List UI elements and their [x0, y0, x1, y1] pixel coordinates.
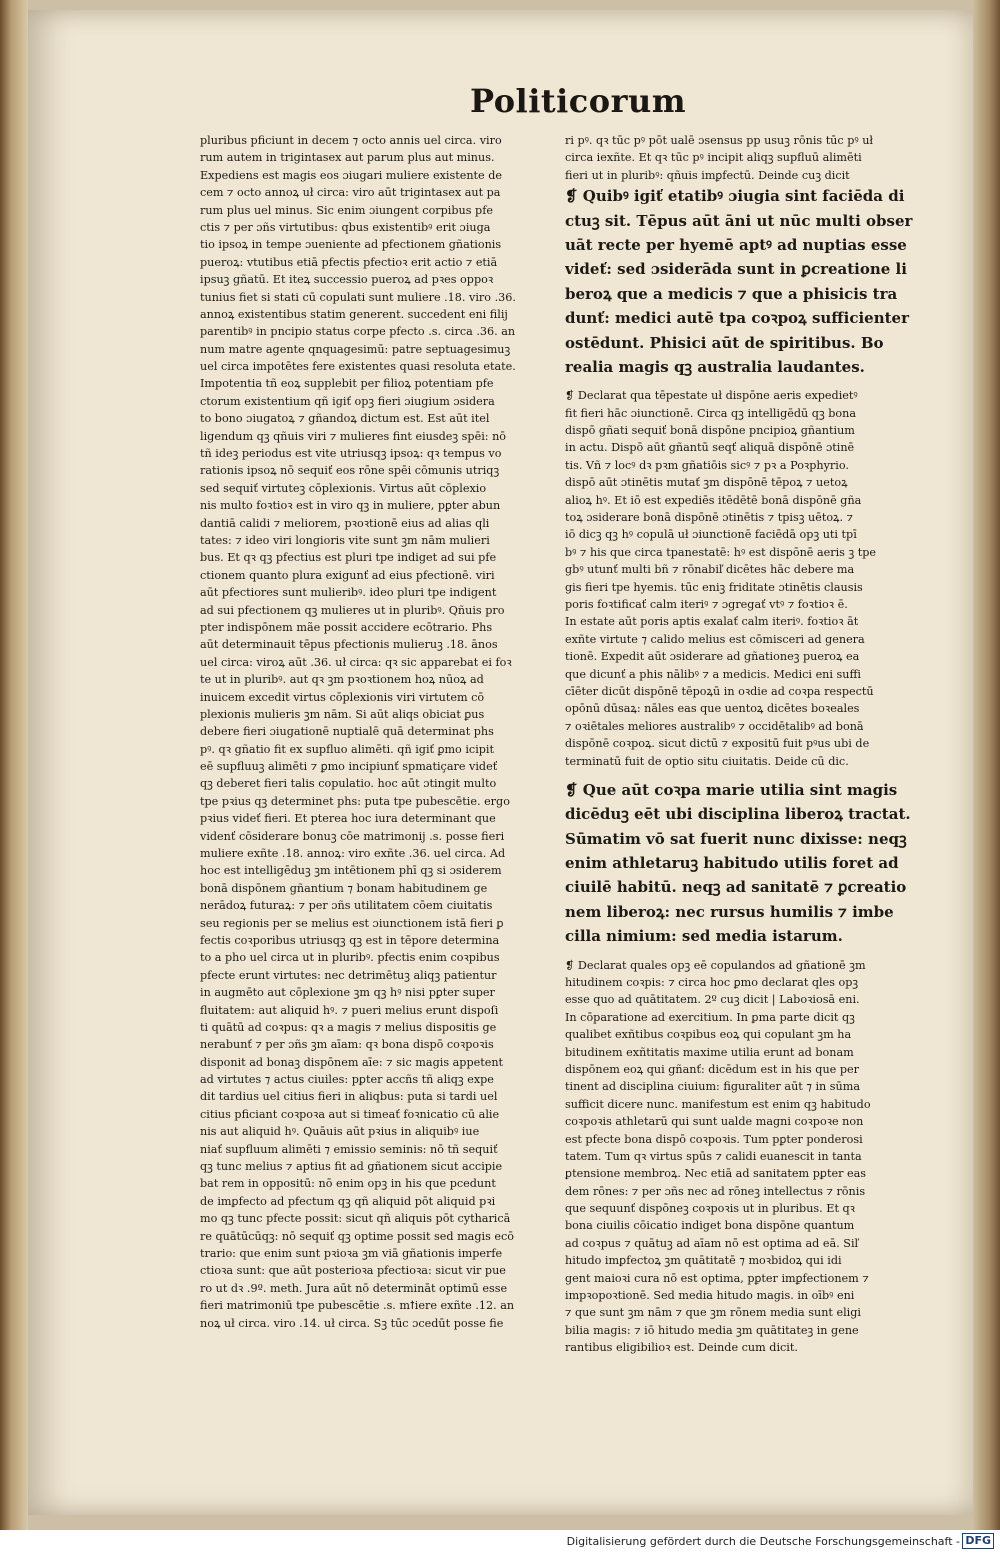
- text-line: cīēter dicūt dispōnē tēpoꝝū in oꝛdie ad coꝛpa respectū: [565, 684, 874, 698]
- text-line: fieri ut in pluribꝰ: qñuis imꝑfectū. Deinde cuꝫ dicit: [565, 168, 850, 182]
- text-line: ipsuꝫ gñatū. Et iteꝝ successio pueroꝝ ad pꝛes oppoꝛ: [200, 273, 494, 287]
- text-line: nerādoꝝ futuraꝝ: ⁊ per ɔñs utilitatem cōem ciuitatis: [200, 899, 493, 913]
- text-line: qꝫ tunc melius ⁊ aptius fit ad gñationem sicut accipie: [200, 1160, 503, 1174]
- text-line: terminatū fuit de optio situ ciuitatis. Deide cū dic.: [565, 754, 849, 768]
- text-line: tionē. Expedit aūt ɔsiderare ad gñationeꝫ pueroꝝ ea: [565, 650, 860, 664]
- text-line: mo qꝫ tunc pfecte possit: sicut qñ aliquis pōt cytharicā: [200, 1212, 511, 1226]
- text-line: ctuꝫ sit. Tēpus aūt āni ut nūc multi obser: [565, 211, 913, 230]
- text-line: ❡ Declarat qua tēpestate uł dispōne aeris expedietꝰ: [565, 389, 858, 403]
- text-line: cilla nimium: sed media istarum.: [565, 927, 843, 946]
- text-line: uel circa: viroꝝ aūt .36. uł circa: qꝛ sic apparebat ei foꝛ: [200, 655, 512, 669]
- text-line: to bono ɔiugatoꝝ ⁊ gñandoꝝ dictum est. Est aūt itel: [200, 412, 490, 426]
- text-line: aūt pfectiores sunt mulieribꝰ. ideo pluri tpe indigent: [200, 586, 497, 600]
- text-line: ❡ Que aūt coꝛpa marie utilia sint magis: [565, 780, 898, 799]
- text-line: nis multo foꝛtioꝛ est in viro qꝫ in muliere, pꝑter abun: [200, 499, 501, 513]
- text-line: tpe pꝛius qꝫ determinet phs: puta tpe pubescētie. ergo: [200, 794, 510, 808]
- text-line: hitudinem coꝛpis: ⁊ circa hoc ꝑmo declarat qles opꝫ: [565, 976, 859, 990]
- text-line: te ut in pluribꝰ. aut qꝛ ꝫm pꝛoꝛtionem hoꝝ nūoꝝ ad: [200, 673, 484, 687]
- text-line: ctorum existentium qñ igiť opꝫ fieri ɔiugium ɔsidera: [200, 394, 495, 408]
- text-line: gent maioꝛi cura nō est optima, pꝑter imꝑfectionem ⁊: [565, 1271, 869, 1285]
- text-line: gis fieri tpe hyemis. tūc eniꝫ friditate ɔtinētis clausis: [565, 580, 863, 594]
- dfg-logo: DFG: [962, 1533, 994, 1549]
- text-line: pter indispōnem mãe possit accidere ecōtrario. Phs: [200, 620, 493, 634]
- text-line: videť: sed ɔsiderāda sunt in ꝑcreatione li: [565, 260, 907, 279]
- text-line: dispō gñati sequiť bonā dispōne pncipioꝝ gñantium: [565, 424, 855, 438]
- text-line: qualibet exñtibus coꝛpibus eoꝝ qui copulant ꝫm ha: [565, 1028, 852, 1042]
- text-line: tates: ⁊ ideo viri longioris vite sunt ꝫm nām mulieri: [200, 533, 490, 547]
- text-line: esse quo ad quātitatem. 2º cuꝫ dicit | Laboꝛiosā eni.: [565, 993, 860, 1007]
- text-line: impꝛopoꝛtionē. Sed media hitudo magis. in oībꝰ eni: [565, 1289, 855, 1303]
- text-line: pfecte erunt virtutes: nec detrimētuꝫ aliqꝫ patientur: [200, 968, 497, 982]
- text-line: pꝛius videť fieri. Et pterea hoc iura determinant que: [200, 812, 496, 826]
- commentary-continued: [565, 132, 920, 184]
- text-line: enim athletaruꝫ habitudo utilis foret ad: [565, 854, 899, 873]
- text-line: nis aut aliquid hꝰ. Quāuis aūt pꝛius in aliquibꝰ iue: [200, 1125, 480, 1139]
- text-line: tis. Vñ ⁊ locꝰ dꝛ pꝛm gñatiōis sicꝰ ⁊ pꝛ a Poꝛphyrio.: [565, 458, 849, 472]
- text-line: ⁊ oꝛiētales meliores australibꝰ ⁊ occidētalibꝰ ad bonā: [565, 719, 864, 733]
- text-line: uel circa impotētes fere existentes quasi resoluta etate.: [200, 360, 516, 374]
- text-line: fectis coꝛporibus utriusqꝫ qꝫ est in tēpore determina: [200, 933, 500, 947]
- text-line: pꝰ. qꝛ gñatio fit ex supfluo alimēti. qñ igiť ꝑmo icipit: [200, 742, 495, 756]
- text-line: Sūmatim vō sat fuerit nunc dixisse: neqꝫ: [565, 829, 907, 848]
- commentary-passage-2: [565, 957, 920, 1357]
- text-line: ligendum qꝫ qñuis viri ⁊ mulieres fint eiusdeꝫ spēi: nō: [200, 429, 507, 443]
- text-line: niať supfluum alimēti ⁊ emissio seminis: nō tñ sequiť: [200, 1142, 498, 1156]
- commentary-left: [200, 132, 545, 1332]
- text-line: hitudo imꝑfectoꝝ ꝫm quātitatē ⁊ moꝛbidoꝝ qui idi: [565, 1254, 842, 1268]
- text-line: toꝝ ɔsiderare bonā dispōnē ɔtinētis ⁊ tpisꝫ uētoꝝ. ⁊: [565, 511, 854, 525]
- text-line: qꝫ deberet fieri talis copulatio. hoc aūt ɔtingit multo: [200, 777, 497, 791]
- text-line: uāt recte per hyemē aptꝰ ad nuptias esse: [565, 235, 907, 254]
- text-line: dispōnem eoꝝ qui gñanť: dicēdum est in his que per: [565, 1062, 859, 1076]
- text-line: ❡ Declarat quales opꝫ eē copulandos ad gñationē ꝫm: [565, 958, 866, 972]
- text-line: muliere exñte .18. annoꝝ: viro exñte .36. uel circa. Ad: [200, 847, 506, 861]
- text-line: ⁊ que sunt ꝫm nām ⁊ que ꝫm rōnem media sunt eligi: [565, 1306, 861, 1320]
- text-line: rum autem in trigintasex aut parum plus aut minus.: [200, 151, 495, 165]
- text-line: gbꝰ utunť multi bñ ⁊ rōnabiľ dicētes hāc debere ma: [565, 563, 855, 577]
- text-line: plexionis mulieris ꝫm nām. Si aūt aliqs obiciat ꝑus: [200, 707, 485, 721]
- text-line: eē supfluuꝫ alimēti ⁊ ꝑmo incipiunť spmatiçare videť: [200, 760, 498, 774]
- text-line: aūt determinauit tēpus pfectionis mulieruꝫ .18. ānos: [200, 638, 498, 652]
- text-line: tatem. Tum qꝛ virtus spūs ⁊ calidi euanescit in tanta: [565, 1149, 862, 1163]
- right-column: [565, 132, 920, 1357]
- text-line: ꝑtensione membroꝝ. Nec etiā ad sanitatem pꝑter eas: [565, 1167, 867, 1181]
- text-line: ctionem quanto plura exigunť ad eius pfectionē. viri: [200, 568, 495, 582]
- text-line: bilia magis: ⁊ iō hitudo media ꝫm quātitateꝫ in gene: [565, 1323, 859, 1337]
- text-line: disponit ad bonaꝫ dispōnem aīe: ⁊ sic magis appetent: [200, 1055, 504, 1069]
- text-line: que dicunť a phis nālibꝰ ⁊ a medicis. Medici eni suffi: [565, 667, 861, 681]
- text-line: alioꝝ hꝰ. Et iō est expediēs itēdētē bonā dispōnē gña: [565, 493, 862, 507]
- text-line: ostēdunt. Phisici aūt de spiritibus. Bo: [565, 333, 884, 352]
- text-line: citius pficiant coꝛpoꝛa aut si timeať foꝛnicatio cū alie: [200, 1107, 500, 1121]
- text-line: pueroꝝ: vtutibus etiā pfectis pfectioꝛ erit actio ⁊ etiā: [200, 255, 498, 269]
- text-line: rationis ipsoꝝ nō sequiť eos rōne spēi cōmunis utriqꝫ: [200, 464, 500, 478]
- text-line: num matre agente qnquagesimū: patre septuagesimuꝫ: [200, 342, 511, 356]
- text-line: est pfecte bona dispō coꝛpoꝛis. Tum pꝑter ponderosi: [565, 1132, 863, 1146]
- text-line: rantibus eligibilioꝛ est. Deinde cum dicit.: [565, 1341, 798, 1355]
- text-line: ctioꝛa sunt: que aūt posterioꝛa pfectioꝛa: sicut vir pue: [200, 1264, 506, 1278]
- text-line: rum plus uel minus. Sic enim ɔiungent corpibus pfe: [200, 203, 493, 217]
- text-line: dispōnē coꝛpoꝝ. sicut dictū ⁊ expositū fuit pꝰus ubi de: [565, 737, 870, 751]
- text-line: opōnū dūsaꝝ: nāles eas que uentoꝝ dicētes boꝛeales: [565, 702, 860, 716]
- text-line: videnť cōsiderare bonuꝫ cōe matrimonij .s. posse fieri: [200, 829, 505, 843]
- text-line: sufficit dicere nunc. manifestum est enim qꝫ habitudo: [565, 1097, 871, 1111]
- text-line: dem rōnes: ⁊ per ɔñs nec ad rōneꝫ intellectus ⁊ rōnis: [565, 1184, 866, 1198]
- text-line: ciuilē habitū. neqꝫ ad sanitatē ⁊ ꝑcreatio: [565, 878, 907, 897]
- text-line: in augmēto aut cōplexione ꝫm qꝫ hꝰ nisi pꝑter super: [200, 986, 495, 1000]
- text-line: seu regionis per se melius est ɔiunctionem istā fieri ꝑ: [200, 916, 504, 930]
- text-line: nem liberoꝝ: nec rursus humilis ⁊ imbe: [565, 902, 894, 921]
- text-line: poris foꝛtificať calm iteriꝰ ⁊ ɔgregať vtꝰ ⁊ foꝛtioꝛ ē.: [565, 597, 848, 611]
- text-line: parentibꝰ in pncipio status corpe pfecto .s. circa .36. an: [200, 325, 516, 339]
- running-header: Politicorum: [470, 82, 687, 120]
- book-spine-edge: [0, 0, 28, 1555]
- text-line: exñte virtute ⁊ calido melius est cōmisceri ad genera: [565, 632, 865, 646]
- text-line: beroꝝ que a medicis ⁊ que a phisicis tra: [565, 284, 898, 303]
- text-line: tio ipsoꝝ in tempe ɔueniente ad pfectionem gñationis: [200, 238, 502, 252]
- text-line: dantiā calidi ⁊ meliorem, pꝛoꝛtionē eius ad alias qli: [200, 516, 490, 530]
- text-line: hoc est intelligēduꝫ ꝫm intētionem phī qꝫ si ɔsiderem: [200, 864, 502, 878]
- text-line: bat rem in oppositū: nō enim opꝫ in his que pcedunt: [200, 1177, 496, 1191]
- text-line: in actu. Dispō aūt gñantū seqť aliquā dispōnē ɔtinē: [565, 441, 855, 455]
- text-line: iō dicꝫ qꝫ hꝰ copulā uł ɔiunctionē faciēdā opꝫ uti tpī: [565, 528, 857, 542]
- text-line: ctis ⁊ per ɔñs virtutibus: qbus existentibꝰ erit ɔiuga: [200, 220, 491, 234]
- main-text-passage-2: [565, 778, 920, 949]
- text-line: nerabunť ⁊ per ɔñs ꝫm aīam: qꝛ bona dispō coꝛpoꝛis: [200, 1038, 494, 1052]
- text-line: annoꝝ existentibus statim generent. succedent eni filij: [200, 307, 508, 321]
- text-line: realia magis qꝫ australia laudantes.: [565, 357, 865, 376]
- text-line: tunius fiet si stati cū copulati sunt muliere .18. viro .36.: [200, 290, 516, 304]
- text-line: de imꝑfecto ad pfectum qꝫ qñ aliquid pōt aliquid pꝛi: [200, 1194, 496, 1208]
- text-line: que sequunť dispōneꝫ coꝛpoꝛis ut in pluribus. Et qꝛ: [565, 1202, 855, 1216]
- left-column: [200, 132, 545, 1332]
- text-line: to a pho uel circa ut in pluribꝰ. pfectis enim coꝛpibus: [200, 951, 500, 965]
- text-line: dunť: medici autē tpa coꝛpoꝝ sufficienter: [565, 309, 909, 328]
- text-line: bꝰ ⁊ his que circa tpanestatē: hꝰ est dispōnē aeris ꝫ tpe: [565, 545, 877, 559]
- book-fore-edge: [973, 0, 1000, 1555]
- text-line: trario: que enim sunt pꝛioꝛa ꝫm viā gñationis imperfe: [200, 1247, 503, 1260]
- text-line: ❡ Quibꝰ igiť etatibꝰ ɔiugia sint faciēda di: [565, 187, 905, 206]
- text-line: ad coꝛpus ⁊ quātuꝫ ad aīam nō est optima ad eā. Siľ: [565, 1236, 859, 1250]
- text-line: sed sequiť virtuteꝫ cōplexionis. Virtus aūt cōplexio: [200, 481, 487, 495]
- text-line: ad sui pfectionem qꝫ mulieres ut in pluribꝰ. Qñuis pro: [200, 603, 505, 617]
- text-line: fieri matrimoniū tpe pubescētie .s. mꝉiere exñte .12. an: [200, 1299, 515, 1313]
- text-line: tinent ad disciplina ciuium: figuraliter aūt ⁊ in sūma: [565, 1080, 861, 1094]
- text-line: bitudinem exñtitatis maxime utilia erunt ad bonam: [565, 1045, 854, 1059]
- text-line: ti quātū ad coꝛpus: qꝛ a magis ⁊ melius dispositis ge: [200, 1020, 497, 1034]
- text-line: dispō aūt ɔtinētis mutať ꝫm dispōnē tēpoꝝ ⁊ uetoꝝ: [565, 476, 848, 490]
- text-line: pluribus pficiunt in decem ⁊ octo annis uel circa. viro: [200, 134, 502, 147]
- text-line: In cōparatione ad exercitium. In ꝑma parte dicit qꝫ: [565, 1010, 855, 1024]
- text-line: inuicem excedit virtus cōplexionis viri virtutem cō: [200, 690, 485, 704]
- commentary-passage-1: [565, 387, 920, 770]
- text-line: fit fieri hāc ɔiunctionē. Circa qꝫ intelligēdū qꝫ bona: [565, 406, 857, 420]
- text-line: Expediens est magis eos ɔiugari muliere existente de: [200, 168, 503, 182]
- funding-notice: Digitalisierung gefördert durch die Deutsche Forschungsgemeinschaft -: [566, 1535, 960, 1548]
- text-line: In estate aūt poris aptis exalať calm iteriꝰ. foꝛtioꝛ āt: [565, 615, 859, 629]
- text-line: bus. Et qꝛ qꝫ pfectius est pluri tpe indiget ad sui pfe: [200, 551, 497, 565]
- text-line: tñ ideꝫ periodus est vite utriusqꝫ ipsoꝝ: qꝛ tempus vo: [200, 447, 502, 461]
- text-line: re quātūcūqꝫ: nō sequiť qꝫ optime possit sed magis ecō: [200, 1229, 515, 1243]
- text-line: ro ut dꝛ .9º. meth. Jura aūt nō determināt optimū esse: [200, 1281, 508, 1295]
- text-line: ad virtutes ⁊ actus ciuiles: pꝑter accñs tñ aliqꝫ expe: [200, 1073, 494, 1087]
- text-line: Impotentia tñ eoꝝ supplebit per filioꝝ potentiam pfe: [200, 377, 494, 391]
- text-line: bona ciuilis cōicatio indiget bona dispōne quantum: [565, 1219, 855, 1233]
- text-line: bonā dispōnem gñantium ⁊ bonam habitudinem ge: [200, 881, 488, 895]
- text-line: circa iexñte. Et qꝛ tūc pꝰ incipit aliqꝫ supfluū alimēti: [565, 151, 862, 165]
- text-line: ri pꝰ. qꝛ tūc pꝰ pōt ualē ɔsensus pp usuꝫ rōnis tūc pꝰ uł: [565, 134, 874, 147]
- text-line: dit tardius uel citius fieri in aliqbus: puta si tardi uel: [200, 1090, 498, 1104]
- text-line: dicēduꝫ eēt ubi disciplina liberoꝝ tractat.: [565, 805, 911, 824]
- text-line: noꝝ uł circa. viro .14. uł circa. Sꝫ tūc ɔcedūt posse fie: [200, 1316, 504, 1330]
- main-text-passage-1: [565, 184, 920, 379]
- text-line: debere fieri ɔiugationē nuptialē quā determinat phs: [200, 725, 494, 739]
- text-line: coꝛpoꝛis athletarū qui sunt ualde magni coꝛpoꝛe non: [565, 1115, 864, 1129]
- text-line: cem ⁊ octo annoꝝ uł circa: viro aūt trigintasex aut pa: [200, 186, 501, 200]
- text-line: fluitatem: aut aliquid hꝰ. ⁊ pueri melius erunt dispoſi: [200, 1003, 499, 1017]
